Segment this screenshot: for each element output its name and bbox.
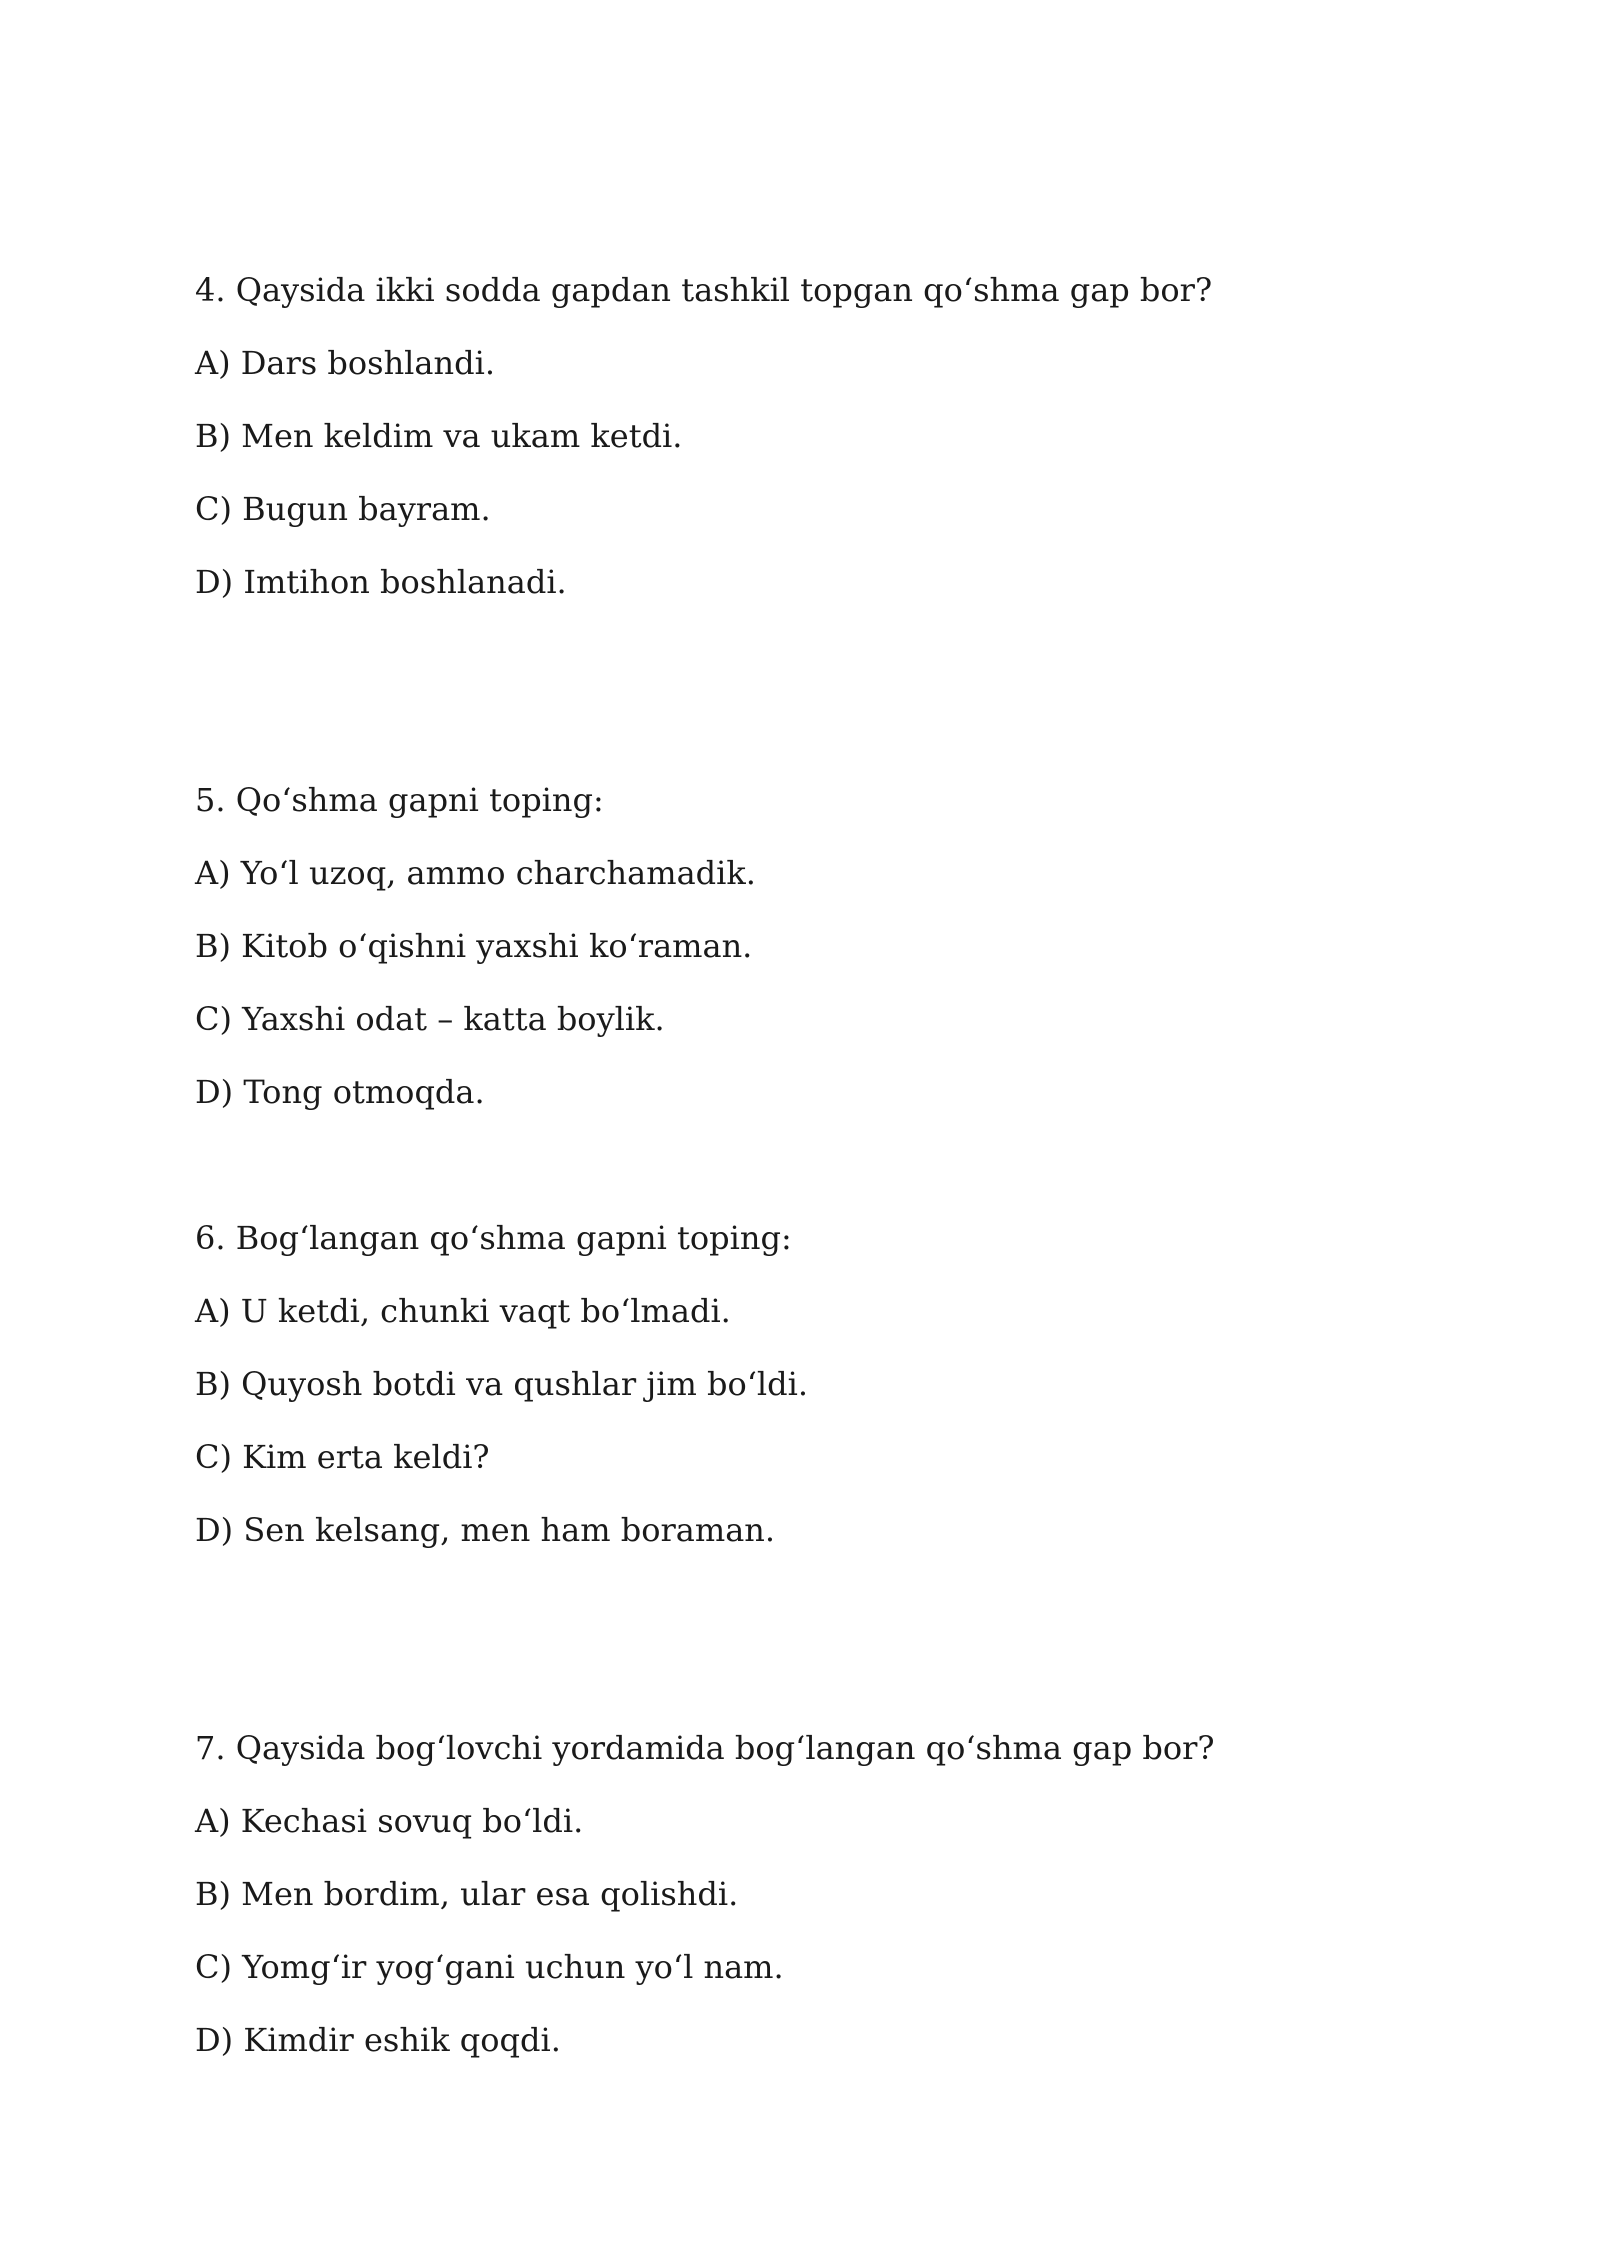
question-4-prompt: 4. Qaysida ikki sodda gapdan tashkil topgan qo‘shma gap bor? xyxy=(195,271,1213,309)
question-6-option-a: A) U ketdi, chunki vaqt bo‘lmadi. xyxy=(195,1292,731,1330)
question-4-option-b: B) Men keldim va ukam ketdi. xyxy=(195,417,683,455)
question-7-option-c: C) Yomg‘ir yog‘gani uchun yo‘l nam. xyxy=(195,1948,784,1986)
question-7-option-b: B) Men bordim, ular esa qolishdi. xyxy=(195,1875,739,1913)
question-4-option-d: D) Imtihon boshlanadi. xyxy=(195,563,567,601)
question-7-prompt: 7. Qaysida bog‘lovchi yordamida bog‘langan qo‘shma gap bor? xyxy=(195,1729,1215,1767)
question-6-option-b: B) Quyosh botdi va qushlar jim bo‘ldi. xyxy=(195,1365,809,1403)
question-5-prompt: 5. Qo‘shma gapni toping: xyxy=(195,781,604,819)
question-5-option-b: B) Kitob o‘qishni yaxshi ko‘raman. xyxy=(195,927,753,965)
question-5-option-c: C) Yaxshi odat – katta boylik. xyxy=(195,1000,665,1038)
question-7-option-d: D) Kimdir eshik qoqdi. xyxy=(195,2021,561,2059)
question-4-option-a: A) Dars boshlandi. xyxy=(195,344,495,382)
question-6-option-d: D) Sen kelsang, men ham boraman. xyxy=(195,1511,776,1549)
question-6-option-c: C) Kim erta keldi? xyxy=(195,1438,490,1476)
question-6-prompt: 6. Bog‘langan qo‘shma gapni toping: xyxy=(195,1219,792,1257)
question-5-option-d: D) Tong otmoqda. xyxy=(195,1073,485,1111)
question-4-option-c: C) Bugun bayram. xyxy=(195,490,491,528)
question-7-option-a: A) Kechasi sovuq bo‘ldi. xyxy=(195,1802,584,1840)
question-5-option-a: A) Yo‘l uzoq, ammo charchamadik. xyxy=(195,854,756,892)
